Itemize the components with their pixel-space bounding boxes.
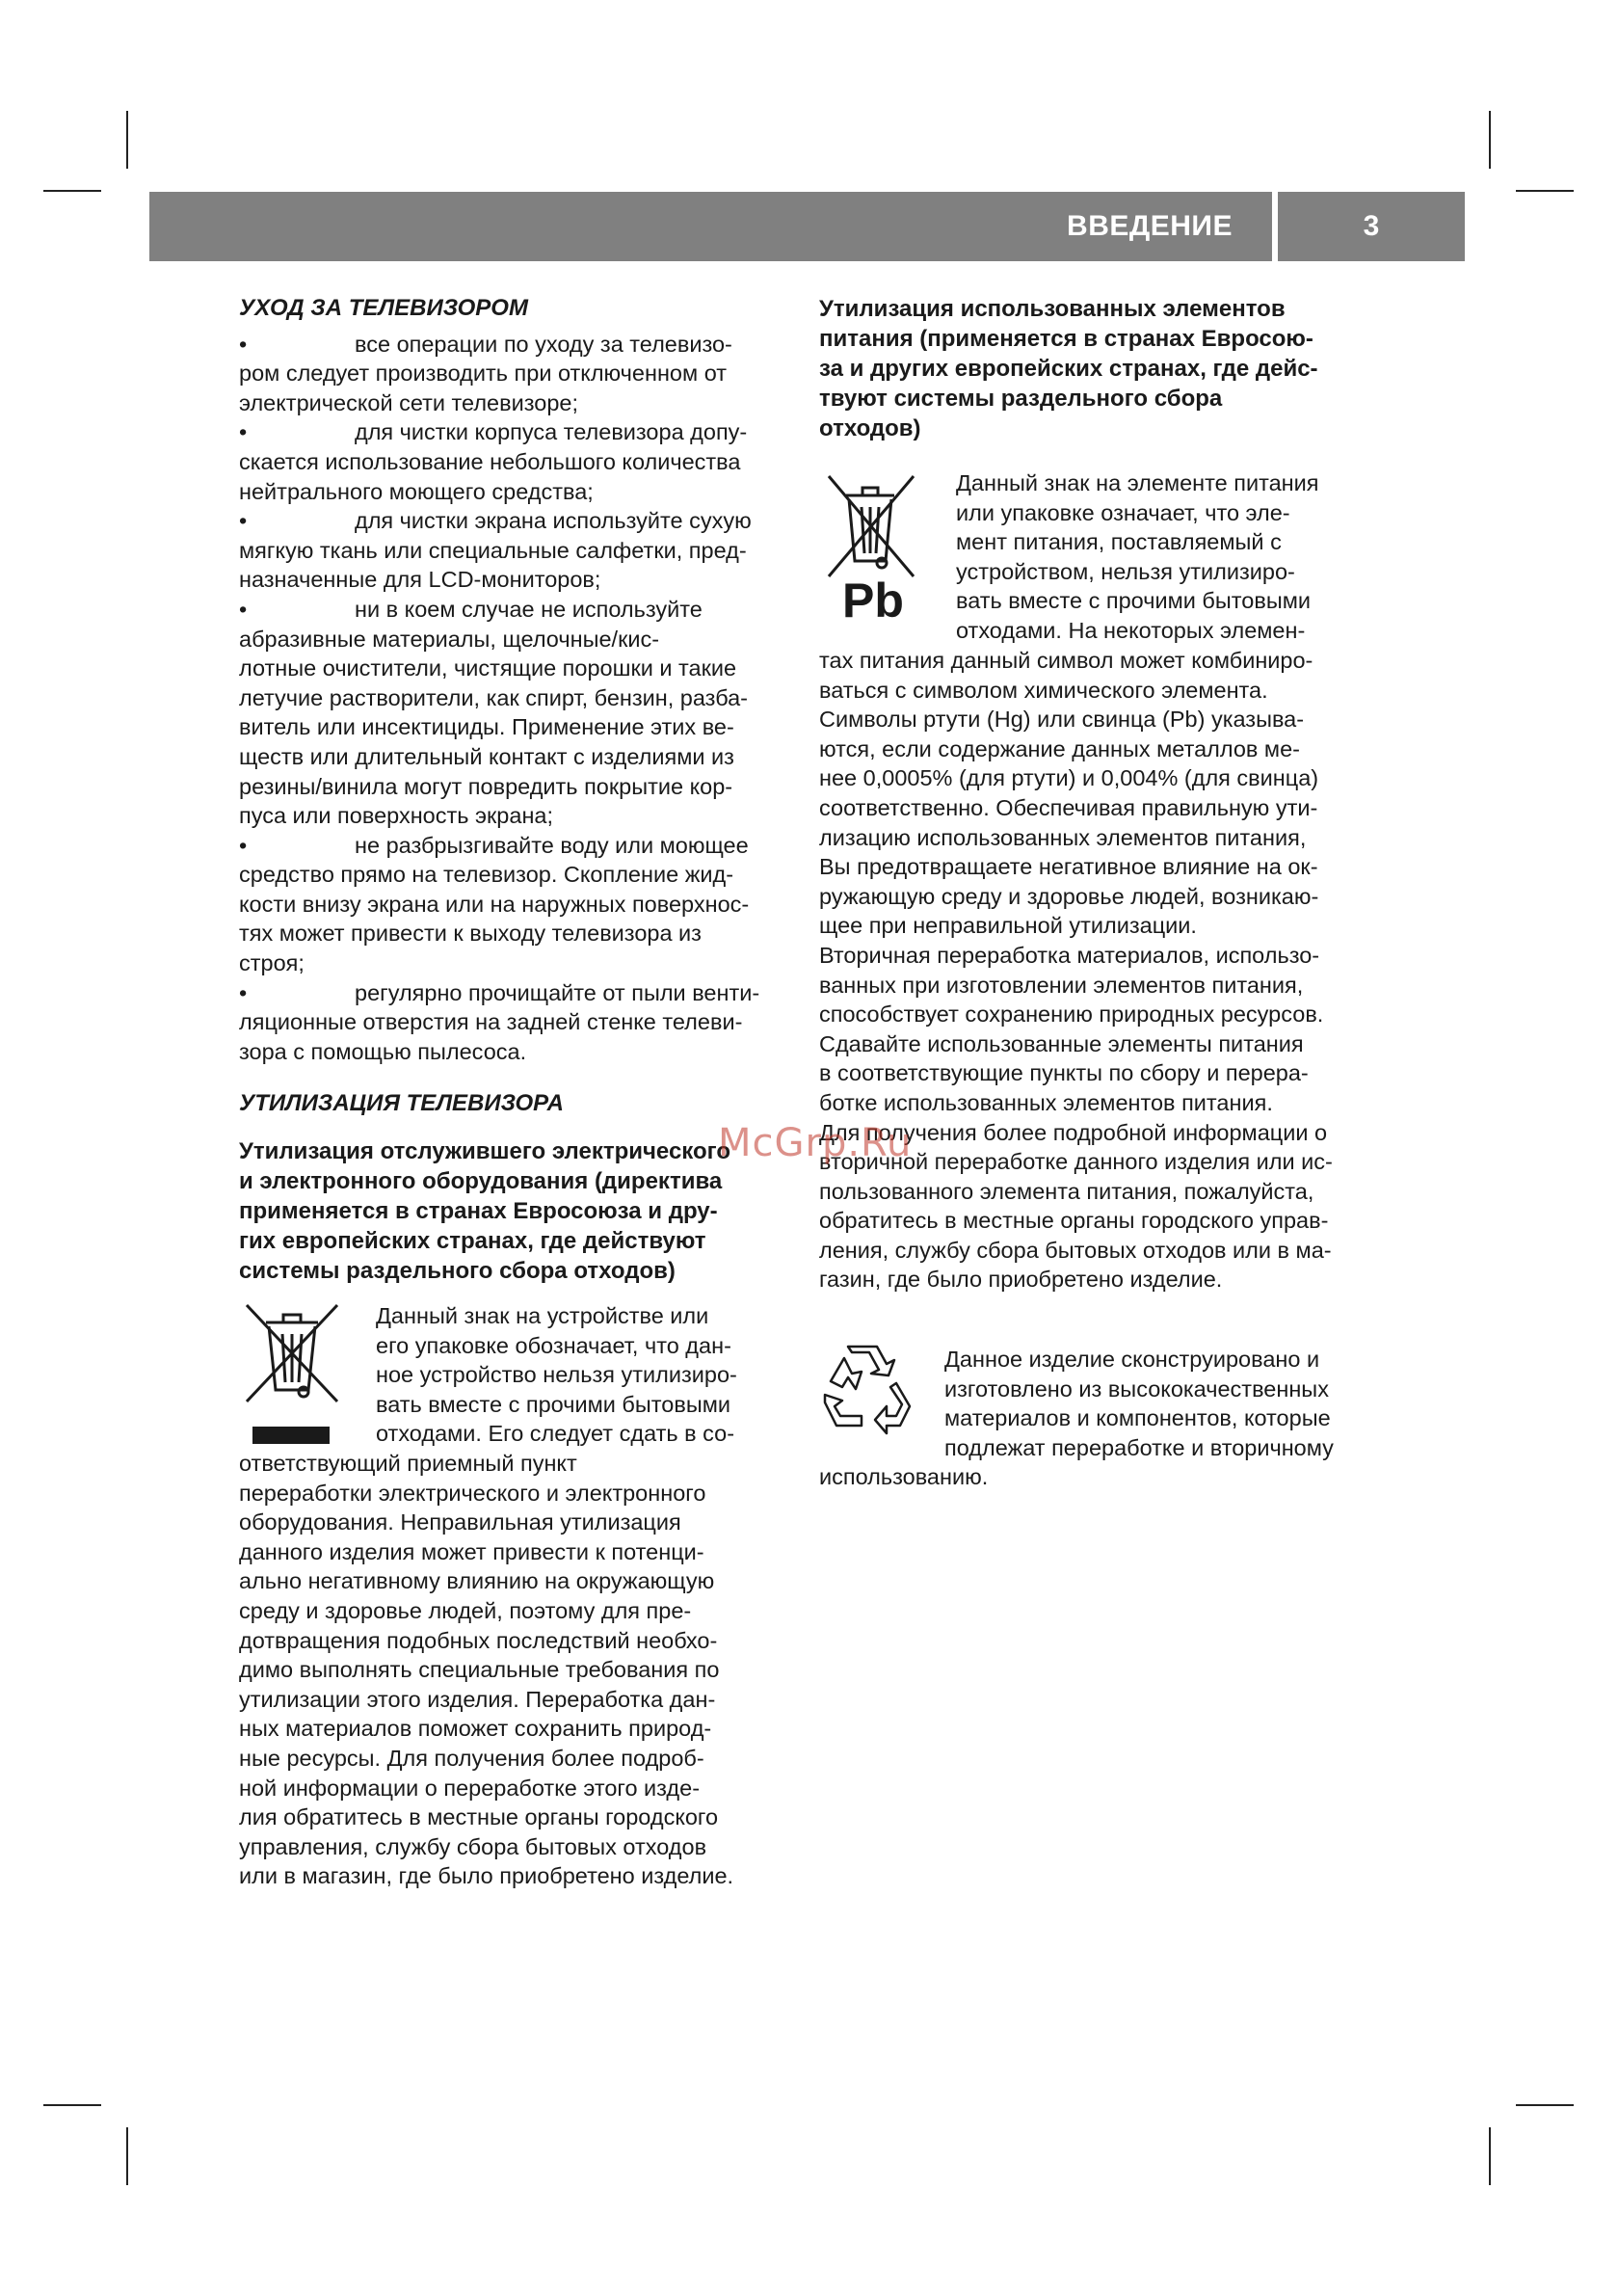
text-line: летучие растворители, как спирт, бензин, разба-	[239, 684, 749, 710]
text-line: изготовлено из высококачественных	[944, 1375, 1329, 1402]
text-line: ляционные отверстия на задней стенке телеви-	[239, 1009, 743, 1035]
page-header	[149, 192, 1465, 261]
text-line: нее 0,0005% (для ртути) и 0,004% (для свинца)	[819, 765, 1319, 791]
text-line: Утилизация использованных элементов	[819, 296, 1286, 322]
battery-subtitle	[819, 294, 1378, 443]
crossed-bin-icon	[239, 1301, 345, 1446]
weee-body	[239, 1479, 798, 1891]
text-line: лия обратитесь в местные органы городского	[239, 1804, 719, 1830]
list-item	[239, 595, 798, 831]
text-line: зора с помощью пылесоса.	[239, 1038, 527, 1064]
list-item	[239, 330, 798, 418]
text-line: данного изделия может привести к потенци-	[239, 1538, 704, 1564]
text-line: димо выполнять специальные требования по	[239, 1657, 720, 1683]
text-line: дотвращения подобных последствий необхо-	[239, 1627, 718, 1653]
weee-symbol	[239, 1301, 376, 1446]
text-line: питания (применяется в странах Евросою-	[819, 326, 1313, 352]
crossed-bin-icon	[823, 472, 919, 586]
text-line: Утилизация отслужившего электрического	[239, 1138, 730, 1165]
text-line: материалов и компонентов, которые	[944, 1405, 1331, 1431]
battery-symbol	[819, 468, 956, 646]
bullet-icon: •	[239, 979, 248, 1005]
page-number: 3	[1363, 210, 1380, 242]
text-line: Для получения более подробной информации о	[819, 1119, 1328, 1145]
disposal-heading: УТИЛИЗАЦИЯ ТЕЛЕВИЗОРА	[239, 1090, 564, 1117]
text-line: обратитесь в местные органы городского управ-	[819, 1208, 1329, 1234]
text-line: Данный знак на элементе питания	[956, 470, 1319, 495]
crop-mark	[126, 111, 128, 169]
text-line: ответствующий приемный пункт	[239, 1451, 577, 1476]
text-line: системы раздельного сбора отходов)	[239, 1258, 676, 1285]
list-item	[239, 978, 798, 1067]
text-line: пользованного элемента питания, пожалуйста,	[819, 1178, 1314, 1204]
text-line: для чистки экрана используйте сухую	[355, 508, 752, 534]
text-line: устройством, нельзя утилизиро-	[956, 558, 1295, 584]
bullet-icon: •	[239, 596, 248, 622]
text-line: отходами. Его следует сдать в со-	[376, 1421, 735, 1447]
text-line: Данный знак на устройстве или	[376, 1303, 709, 1329]
text-line: пуса или поверхность экрана;	[239, 803, 554, 829]
list-item	[239, 417, 798, 506]
text-line: вторичной переработке данного изделия или ис-	[819, 1149, 1333, 1175]
text-line: мент питания, поставляемый с	[956, 529, 1282, 555]
text-line: вать вместе с прочими бытовыми	[956, 588, 1311, 614]
text-line: Данное изделие сконструировано и	[944, 1347, 1320, 1373]
text-line: ной информации о переработке этого изде-	[239, 1775, 701, 1801]
text-line: управления, службу сбора бытовых отходов	[239, 1833, 707, 1859]
text-line: среду и здоровье людей, поэтому для пре-	[239, 1597, 692, 1623]
text-line: ные ресурсы. Для получения более подроб-	[239, 1745, 704, 1771]
text-line: ром следует производить при отключенном от	[239, 360, 728, 387]
bullet-icon: •	[239, 331, 248, 357]
text-line: в соответствующие пункты по сбору и перера-	[819, 1060, 1309, 1086]
text-line: переработки электрического и электронного	[239, 1480, 706, 1506]
left-column	[239, 294, 798, 1891]
text-line: кости внизу экрана или на наружных поверхнос-	[239, 891, 750, 917]
text-line: Вы предотвращаете негативное влияние на ок-	[819, 854, 1318, 880]
crop-mark	[1516, 2104, 1574, 2106]
crop-mark	[43, 190, 101, 192]
text-line: способствует сохранению природных ресурсов.	[819, 1001, 1324, 1028]
text-line: электрической сети телевизоре;	[239, 389, 578, 415]
text-line: ружающую среду и здоровье людей, возникаю-	[819, 883, 1319, 909]
text-line: лизацию использованных элементов питания,	[819, 824, 1307, 850]
text-line: лотные очистители, чистящие порошки и такие	[239, 655, 737, 681]
text-line: использованию.	[819, 1464, 989, 1490]
pb-label: Pb	[842, 574, 904, 627]
text-line: ванных при изготовлении элементов питания,	[819, 972, 1304, 998]
recycle-symbol	[819, 1345, 944, 1460]
text-line: абразивные материалы, щелочные/кис-	[239, 626, 660, 652]
bullet-icon: •	[239, 508, 248, 534]
crop-mark	[1489, 2127, 1491, 2185]
text-line: резины/винила могут повредить покрытие кор-	[239, 773, 733, 799]
text-line: соответственно. Обеспечивая правильную ути-	[819, 794, 1318, 820]
text-line: Сдавайте использованные элементы питания	[819, 1030, 1304, 1056]
text-line: скается использование небольшого количества	[239, 448, 741, 474]
list-item	[239, 831, 798, 978]
text-line: щее при неправильной утилизации.	[819, 913, 1197, 939]
care-heading: УХОД ЗА ТЕЛЕВИЗОРОМ	[239, 295, 528, 321]
text-line: утилизации этого изделия. Переработка дан-	[239, 1686, 716, 1712]
crop-mark	[126, 2127, 128, 2185]
text-line: средство прямо на телевизор. Скопление жид-	[239, 862, 734, 888]
text-line: за и других европейских странах, где дейс-	[819, 356, 1318, 382]
section-title: ВВЕДЕНИЕ	[1067, 210, 1233, 242]
text-line: ное устройство нельзя утилизиро-	[376, 1362, 737, 1388]
text-line: отходов)	[819, 415, 921, 441]
care-bullet-list	[239, 330, 798, 1067]
text-line: отходами. На некоторых элемен-	[956, 617, 1306, 643]
text-line: ществ или длительный контакт с изделиями из	[239, 743, 734, 769]
text-line: твуют системы раздельного сбора	[819, 386, 1223, 412]
text-line: ни в коем случае не используйте	[355, 596, 703, 622]
text-line: ются, если содержание данных металлов ме-	[819, 735, 1300, 761]
crop-mark	[1489, 111, 1491, 169]
text-line: назначенные для LCD-мониторов;	[239, 567, 601, 593]
weee-block	[239, 1301, 798, 1479]
text-line: все операции по уходу за телевизо-	[355, 331, 732, 357]
text-line: или в магазин, где было приобретено изделие.	[239, 1863, 734, 1889]
text-line: вать вместе с прочими бытовыми	[376, 1391, 730, 1417]
text-line: тях может привести к выходу телевизора из	[239, 921, 702, 947]
crop-mark	[1516, 190, 1574, 192]
battery-block	[819, 468, 1378, 646]
list-item	[239, 506, 798, 595]
text-line: или упаковке означает, что эле-	[956, 499, 1290, 525]
text-line: для чистки корпуса телевизора допу-	[355, 419, 748, 445]
battery-body	[819, 646, 1378, 1295]
recycle-block	[819, 1345, 1378, 1492]
text-line: его упаковке обозначает, что дан-	[376, 1332, 731, 1358]
text-line: Вторичная переработка материалов, использо-	[819, 942, 1320, 968]
text-line: подлежат переработке и вторичному	[944, 1434, 1334, 1460]
bullet-icon: •	[239, 419, 248, 445]
crop-mark	[43, 2104, 101, 2106]
text-line: нейтрального моющего средства;	[239, 478, 594, 504]
text-line: ботке использованных элементов питания.	[819, 1089, 1273, 1115]
text-line: ления, службу сбора бытовых отходов или в ма-	[819, 1237, 1332, 1263]
text-line: гих европейских странах, где действуют	[239, 1228, 706, 1255]
text-line: не разбрызгивайте воду или моющее	[355, 832, 749, 858]
text-line: и электронного оборудования (директива	[239, 1168, 723, 1195]
text-line: ных материалов поможет сохранить природ-	[239, 1716, 712, 1742]
text-line: витель или инсектициды. Применение этих ве-	[239, 714, 734, 740]
text-line: строя;	[239, 950, 305, 976]
text-line: ваться с символом химического элемента.	[819, 677, 1268, 703]
watermark: McGrp.Ru	[718, 1121, 913, 1165]
text-line: газин, где было приобретено изделие.	[819, 1267, 1223, 1293]
text-line: оборудования. Неправильная утилизация	[239, 1509, 681, 1535]
text-line: ально негативному влиянию на окружающую	[239, 1568, 715, 1594]
bullet-icon: •	[239, 832, 248, 858]
text-line: Символы ртути (Hg) или свинца (Pb) указыва-	[819, 707, 1305, 733]
text-line: тах питания данный символ может комбиниро-	[819, 648, 1313, 673]
text-line: применяется в странах Евросоюза и дру-	[239, 1198, 718, 1225]
text-line: регулярно прочищайте от пыли венти-	[355, 979, 760, 1005]
text-line: мягкую ткань или специальные салфетки, пред-	[239, 537, 747, 563]
recycle-icon	[819, 1345, 915, 1445]
weee-subtitle	[239, 1136, 798, 1286]
right-column	[819, 294, 1378, 1492]
